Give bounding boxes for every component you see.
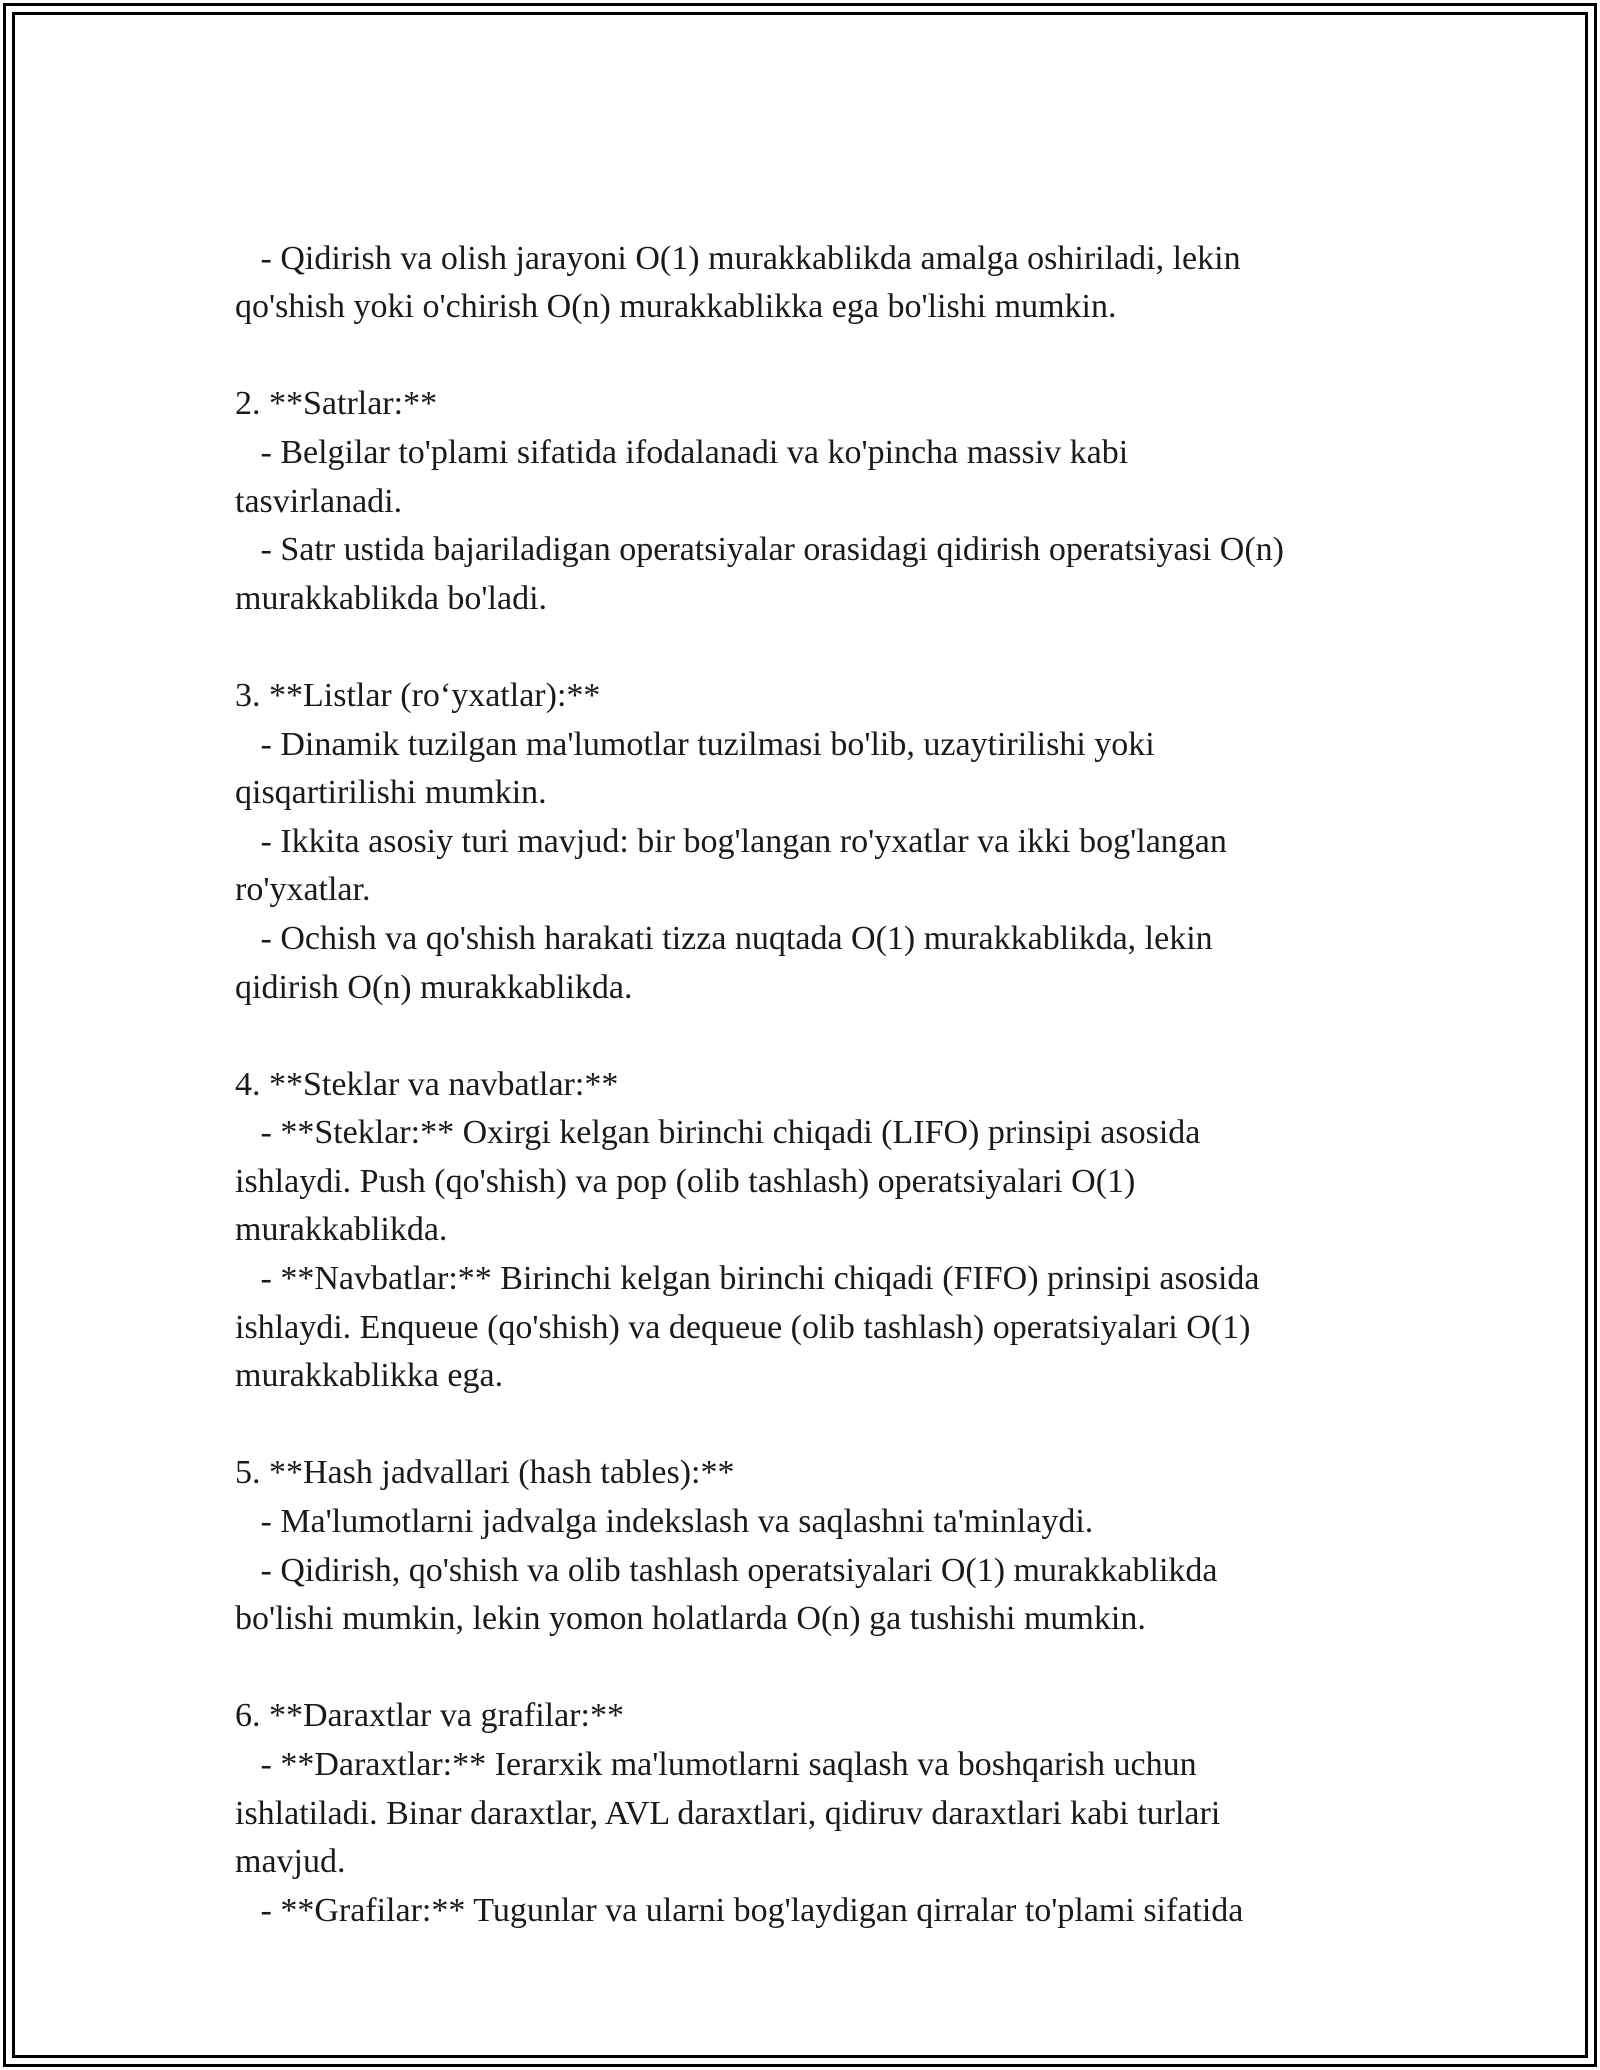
text-line: qidirish O(n) murakkablikda. [235,968,633,1006]
text-line: - Ochish va qo'shish harakati tizza nuqtada O(1) murakkablikda, lekin [235,919,1213,957]
document-body [235,186,1375,1984]
text-line: - Qidirish, qo'shish va olib tashlash operatsiyalari O(1) murakkablikda [235,1551,1218,1589]
text-line: tasvirlanadi. [235,482,403,520]
text-line: 6. **Daraxtlar va grafilar:** [235,1697,624,1735]
text-line [235,1644,1375,1693]
text-line: mavjud. [235,1843,346,1881]
text-line: bo'lishi mumkin, lekin yomon holatlarda O(n) ga tushishi mumkin. [235,1600,1146,1638]
text-line [235,332,1375,381]
text-line: - **Grafilar:** Tugunlar va ularni bog'laydigan qirralar to'plami sifatida [235,1891,1244,1929]
text-line [235,623,1375,672]
text-line: - Ikkita asosiy turi mavjud: bir bog'langan ro'yxatlar va ikki bog'langan [235,822,1227,860]
text-line: - **Steklar:** Oxirgi kelgan birinchi chiqadi (LIFO) prinsipi asosida [235,1114,1201,1152]
text-line: ishlaydi. Enqueue (qo'shish) va dequeue (olib tashlash) operatsiyalari O(1) [235,1308,1251,1346]
text-line: qisqartirilishi mumkin. [235,774,547,812]
text-line: - Ma'lumotlarni jadvalga indekslash va saqlashni ta'minlaydi. [235,1503,1094,1541]
text-line: 2. **Satrlar:** [235,385,438,423]
text-line: - **Daraxtlar:** Ierarxik ma'lumotlarni saqlash va boshqarish uchun [235,1746,1197,1783]
text-line: ro'yxatlar. [235,871,371,909]
text-line: - Dinamik tuzilgan ma'lumotlar tuzilmasi bo'lib, uzaytirilishi yoki [235,725,1155,763]
text-line: - Qidirish va olish jarayoni O(1) murakkablikda amalga oshiriladi, lekin [235,239,1241,277]
text-line: qo'shish yoki o'chirish O(n) murakkablikka ega bo'lishi mumkin. [235,288,1117,326]
text-line: - Satr ustida bajariladigan operatsiyalar orasidagi qidirish operatsiyasi O(n) [235,531,1284,569]
text-line: murakkablikda bo'ladi. [235,579,548,617]
text-line: murakkablikka ega. [235,1357,504,1395]
text-line: - **Navbatlar:** Birinchi kelgan birinchi chiqadi (FIFO) prinsipi asosida [235,1260,1260,1298]
text-line: ishlatiladi. Binar daraxtlar, AVL daraxtlari, qidiruv daraxtlari kabi turlari [235,1794,1221,1832]
text-line [235,1012,1375,1061]
text-line: ishlaydi. Push (qo'shish) va pop (olib tashlash) operatsiyalari O(1) [235,1162,1136,1200]
text-line: 5. **Hash jadvallari (hash tables):** [235,1454,735,1492]
text-line: 3. **Listlar (ro‘yxatlar):** [235,676,601,714]
text-line [235,1401,1375,1450]
text-line: murakkablikda. [235,1211,448,1249]
text-line: 4. **Steklar va navbatlar:** [235,1065,619,1103]
text-line: - Belgilar to'plami sifatida ifodalanadi va ko'pincha massiv kabi [235,433,1129,471]
